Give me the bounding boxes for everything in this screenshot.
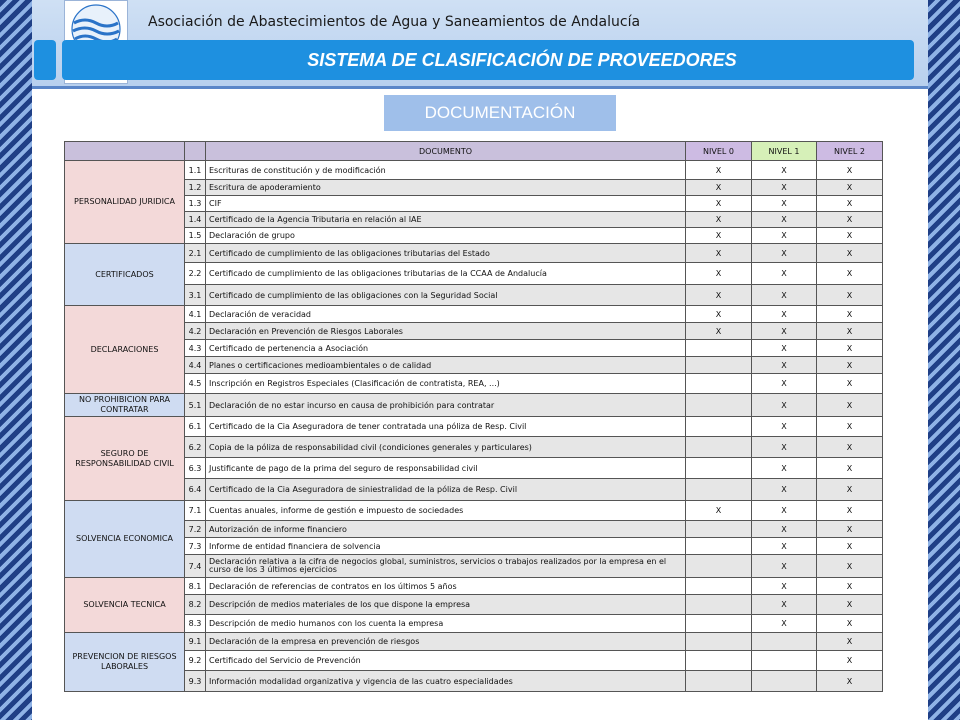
header-num-cell [185,142,206,161]
nivel-1-mark: X [752,374,817,394]
nivel-1-mark: X [752,357,817,374]
header-nivel-2: NIVEL 2 [817,142,883,161]
nivel-2-mark: X [817,374,883,394]
nivel-0-mark [686,374,752,394]
nivel-2-mark: X [817,633,883,651]
row-number: 8.3 [185,615,206,633]
nivel-0-mark [686,394,752,417]
nivel-1-mark: X [752,285,817,306]
nivel-1-mark: X [752,417,817,437]
group-label: SOLVENCIA ECONOMICA [65,501,185,578]
nivel-2-mark: X [817,212,883,228]
table-row [65,671,883,692]
table-row [65,394,883,417]
nivel-2-mark: X [817,521,883,538]
documentation-table [64,141,883,692]
document-description: Planes o certificaciones medioambientales o de calidad [206,357,686,374]
nivel-2-mark: X [817,458,883,479]
nivel-0-mark [686,555,752,578]
row-number: 9.1 [185,633,206,651]
row-number: 8.1 [185,578,206,595]
table-row [65,357,883,374]
table-row [65,323,883,340]
document-description: Autorización de informe financiero [206,521,686,538]
table-row [65,538,883,555]
table-row [65,555,883,578]
nivel-1-mark: X [752,263,817,285]
document-description: Información modalidad organizativa y vigencia de las cuatro especialidades [206,671,686,692]
row-number: 8.2 [185,595,206,615]
system-title: SISTEMA DE CLASIFICACIÓN DE PROVEEDORES [307,50,737,70]
table-row [65,521,883,538]
nivel-0-mark: X [686,263,752,285]
row-number: 3.1 [185,285,206,306]
row-number: 4.1 [185,306,206,323]
table-row [65,578,883,595]
table-row [65,615,883,633]
nivel-1-mark: X [752,595,817,615]
table-row [65,417,883,437]
nivel-0-mark: X [686,501,752,521]
header-document: DOCUMENTO [206,142,686,161]
document-description: Certificado de cumplimiento de las obligaciones con la Seguridad Social [206,285,686,306]
row-number: 7.1 [185,501,206,521]
document-description: Declaración de grupo [206,228,686,244]
nivel-0-mark [686,521,752,538]
group-label: DECLARACIONES [65,306,185,394]
nivel-1-mark: X [752,212,817,228]
nivel-0-mark [686,651,752,671]
document-description: Justificante de pago de la prima del seguro de responsabilidad civil [206,458,686,479]
document-description: Copia de la póliza de responsabilidad civil (condiciones generales y particulares) [206,437,686,458]
document-description: Declaración en Prevención de Riesgos Laborales [206,323,686,340]
table-row [65,180,883,196]
document-description: Certificado de la Cia Aseguradora de tener contratada una póliza de Resp. Civil [206,417,686,437]
nivel-2-mark: X [817,671,883,692]
header-group-cell [65,142,185,161]
row-number: 1.4 [185,212,206,228]
nivel-2-mark: X [817,595,883,615]
document-description: Inscripción en Registros Especiales (Clasificación de contratista, REA, ...) [206,374,686,394]
nivel-0-mark [686,357,752,374]
nivel-1-mark [752,633,817,651]
row-number: 4.3 [185,340,206,357]
document-description: Escritura de apoderamiento [206,180,686,196]
nivel-0-mark [686,538,752,555]
nivel-2-mark: X [817,323,883,340]
row-number: 4.2 [185,323,206,340]
document-description: Descripción de medios materiales de los que dispone la empresa [206,595,686,615]
table-row [65,501,883,521]
nivel-1-mark [752,671,817,692]
nivel-2-mark: X [817,651,883,671]
nivel-2-mark: X [817,538,883,555]
nivel-1-mark: X [752,615,817,633]
table-row [65,340,883,357]
nivel-1-mark: X [752,521,817,538]
row-number: 2.1 [185,244,206,263]
table-row [65,212,883,228]
row-number: 7.3 [185,538,206,555]
nivel-2-mark: X [817,285,883,306]
table-row [65,595,883,615]
nivel-1-mark: X [752,578,817,595]
row-number: 6.2 [185,437,206,458]
row-number: 7.4 [185,555,206,578]
group-label: NO PROHIBICION PARA CONTRATAR [65,394,185,417]
row-number: 6.4 [185,479,206,501]
table-row [65,285,883,306]
group-label: PERSONALIDAD JURIDICA [65,161,185,244]
document-description: Certificado del Servicio de Prevención [206,651,686,671]
group-label: SEGURO DE RESPONSABILIDAD CIVIL [65,417,185,501]
nivel-2-mark: X [817,615,883,633]
nivel-2-mark: X [817,357,883,374]
row-number: 9.2 [185,651,206,671]
row-number: 6.1 [185,417,206,437]
row-number: 1.2 [185,180,206,196]
document-description: Declaración de referencias de contratos en los últimos 5 años [206,578,686,595]
document-description: Declaración de veracidad [206,306,686,323]
nivel-2-mark: X [817,180,883,196]
nivel-0-mark [686,671,752,692]
nivel-0-mark [686,479,752,501]
nivel-0-mark: X [686,161,752,180]
nivel-1-mark: X [752,458,817,479]
nivel-1-mark: X [752,340,817,357]
left-decorative-stripe [0,0,32,720]
nivel-1-mark: X [752,501,817,521]
documentacion-button[interactable]: DOCUMENTACIÓN [384,95,616,131]
table-row [65,479,883,501]
nivel-1-mark: X [752,228,817,244]
table-header-row [65,142,883,161]
table-row [65,263,883,285]
nivel-2-mark: X [817,501,883,521]
table-row [65,161,883,180]
document-description: Certificado de la Agencia Tributaria en relación al IAE [206,212,686,228]
nivel-2-mark: X [817,196,883,212]
document-description: Descripción de medio humanos con los cuenta la empresa [206,615,686,633]
nivel-2-mark: X [817,437,883,458]
document-description: Declaración relativa a la cifra de negocios global, suministros, servicios o trabajos realizados por la empresa en el curso de los 3 últimos ejercicios [206,555,686,578]
row-number: 4.5 [185,374,206,394]
nivel-0-mark: X [686,306,752,323]
nivel-0-mark [686,595,752,615]
nivel-2-mark: X [817,394,883,417]
nivel-1-mark: X [752,306,817,323]
nivel-0-mark: X [686,196,752,212]
document-description: Certificado de la Cia Aseguradora de siniestralidad de la póliza de Resp. Civil [206,479,686,501]
nivel-1-mark: X [752,180,817,196]
nivel-0-mark: X [686,228,752,244]
row-number: 1.3 [185,196,206,212]
document-description: Escrituras de constitución y de modificación [206,161,686,180]
nivel-0-mark [686,633,752,651]
table-row [65,633,883,651]
document-description: CIF [206,196,686,212]
group-label: SOLVENCIA TECNICA [65,578,185,633]
document-description: Certificado de cumplimiento de las obligaciones tributarias del Estado [206,244,686,263]
nivel-0-mark: X [686,285,752,306]
table-row [65,306,883,323]
document-description: Certificado de cumplimiento de las obligaciones tributarias de la CCAA de Andalucía [206,263,686,285]
nivel-1-mark: X [752,538,817,555]
nivel-2-mark: X [817,340,883,357]
nivel-0-mark [686,458,752,479]
document-description: Informe de entidad financiera de solvencia [206,538,686,555]
nivel-2-mark: X [817,228,883,244]
table-row [65,651,883,671]
nivel-1-mark: X [752,555,817,578]
row-number: 6.3 [185,458,206,479]
document-description: Cuentas anuales, informe de gestión e impuesto de sociedades [206,501,686,521]
row-number: 2.2 [185,263,206,285]
organization-name: Asociación de Abastecimientos de Agua y Saneamientos de Andalucía [148,14,641,30]
nivel-2-mark: X [817,263,883,285]
document-description: Declaración de la empresa en prevención de riesgos [206,633,686,651]
header-square-button [34,40,56,80]
nivel-0-mark [686,437,752,458]
nivel-2-mark: X [817,161,883,180]
nivel-1-mark: X [752,196,817,212]
row-number: 4.4 [185,357,206,374]
nivel-2-mark: X [817,578,883,595]
row-number: 5.1 [185,394,206,417]
group-label: PREVENCION DE RIESGOS LABORALES [65,633,185,692]
header-divider [32,86,928,89]
nivel-2-mark: X [817,244,883,263]
nivel-0-mark [686,340,752,357]
nivel-1-mark: X [752,394,817,417]
nivel-2-mark: X [817,417,883,437]
header-nivel-0: NIVEL 0 [686,142,752,161]
right-decorative-stripe [928,0,960,720]
nivel-0-mark: X [686,323,752,340]
row-number: 1.5 [185,228,206,244]
nivel-1-mark: X [752,161,817,180]
table-row [65,437,883,458]
nivel-0-mark [686,615,752,633]
table-row [65,374,883,394]
table-row [65,244,883,263]
nivel-1-mark: X [752,323,817,340]
nivel-2-mark: X [817,555,883,578]
document-description: Declaración de no estar incurso en causa de prohibición para contratar [206,394,686,417]
nivel-1-mark [752,651,817,671]
nivel-1-mark: X [752,437,817,458]
table-row [65,196,883,212]
nivel-0-mark [686,417,752,437]
table-row [65,458,883,479]
table-row [65,228,883,244]
nivel-1-mark: X [752,479,817,501]
nivel-0-mark: X [686,244,752,263]
nivel-0-mark: X [686,180,752,196]
nivel-0-mark [686,578,752,595]
row-number: 9.3 [185,671,206,692]
nivel-2-mark: X [817,479,883,501]
nivel-1-mark: X [752,244,817,263]
group-label: CERTIFICADOS [65,244,185,306]
header-nivel-1: NIVEL 1 [752,142,817,161]
document-description: Certificado de pertenencia a Asociación [206,340,686,357]
row-number: 1.1 [185,161,206,180]
nivel-0-mark: X [686,212,752,228]
nivel-2-mark: X [817,306,883,323]
row-number: 7.2 [185,521,206,538]
